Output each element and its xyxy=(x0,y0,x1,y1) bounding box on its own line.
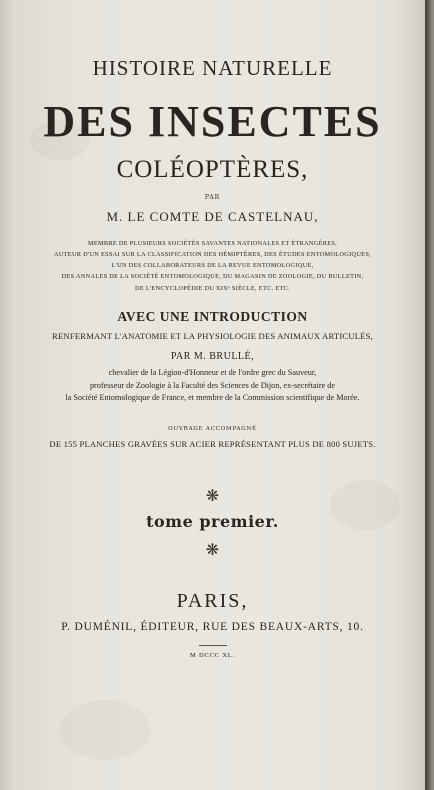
plates-description: DE 155 PLANCHES GRAVÉES SUR ACIER REPRÉSENTANT PLUS DE 800 SUJETS. xyxy=(49,439,376,449)
main-title: DES INSECTES xyxy=(43,97,382,146)
author-credit-line: MEMBRE DE PLUSIEURS SOCIÉTÉS SAVANTES NATIONALES ET ÉTRANGÈRES, xyxy=(87,240,338,247)
author-credit-line: L'UN DES COLLABORATEURS DE LA REVUE ENTOMOLOGIQUE, xyxy=(111,262,314,269)
par-label: PAR xyxy=(204,194,221,201)
volume-label: tome premier. xyxy=(146,512,279,531)
book-edge xyxy=(425,0,434,790)
author-credit-line: DE L'ENCYCLOPÉDIE DU XIXᵉ SIÈCLE, ETC. ETC. xyxy=(134,285,291,292)
publisher: P. DUMÉNIL, ÉDITEUR, RUE DES BEAUX-ARTS, 10. xyxy=(61,621,364,633)
ouvrage-label: OUVRAGE ACCOMPAGNÉ xyxy=(168,426,257,432)
title-line-3: COLÉOPTÈRES, xyxy=(116,156,309,183)
title-line-1: HISTOIRE NATURELLE xyxy=(92,56,333,80)
author-credit-line: AUTEUR D'UN ESSAI SUR LA CLASSIFICATION DES HÉMIPTÈRES, DES ÉTUDES ENTOMOLOGIQUES, xyxy=(53,251,372,258)
intro-author: PAR M. BRULLÉ, xyxy=(170,351,255,362)
intro-subtitle: RENFERMANT L'ANATOMIE ET LA PHYSIOLOGIE DES ANIMAUX ARTICULÉS, xyxy=(52,331,373,341)
author-credit-line: DES ANNALES DE LA SOCIÉTÉ ENTOMOLOGIQUE, DU MAGASIN DE ZOOLOGIE, DU BULLETIN, xyxy=(61,273,364,280)
intro-credit-line: la Société Entomologique de France, et membre de la Commission scientifique de Morée. xyxy=(65,393,360,402)
author-name: M. LE COMTE DE CASTELNAU, xyxy=(106,209,319,224)
intro-credit-line: chevalier de la Légion-d'Honneur et de l'ordre grec du Sauveur, xyxy=(108,368,317,377)
ornament-icon: ❋ xyxy=(205,486,220,505)
intro-heading: AVEC UNE INTRODUCTION xyxy=(117,309,308,324)
ornament-icon: ❋ xyxy=(205,540,220,559)
city: PARIS, xyxy=(176,590,249,612)
divider-rule xyxy=(199,645,227,646)
publication-date: M DCCC XL. xyxy=(189,652,236,659)
intro-credit-line: professeur de Zoologie à la Faculté des Sciences de Dijon, ex-secrétaire de xyxy=(89,381,336,390)
